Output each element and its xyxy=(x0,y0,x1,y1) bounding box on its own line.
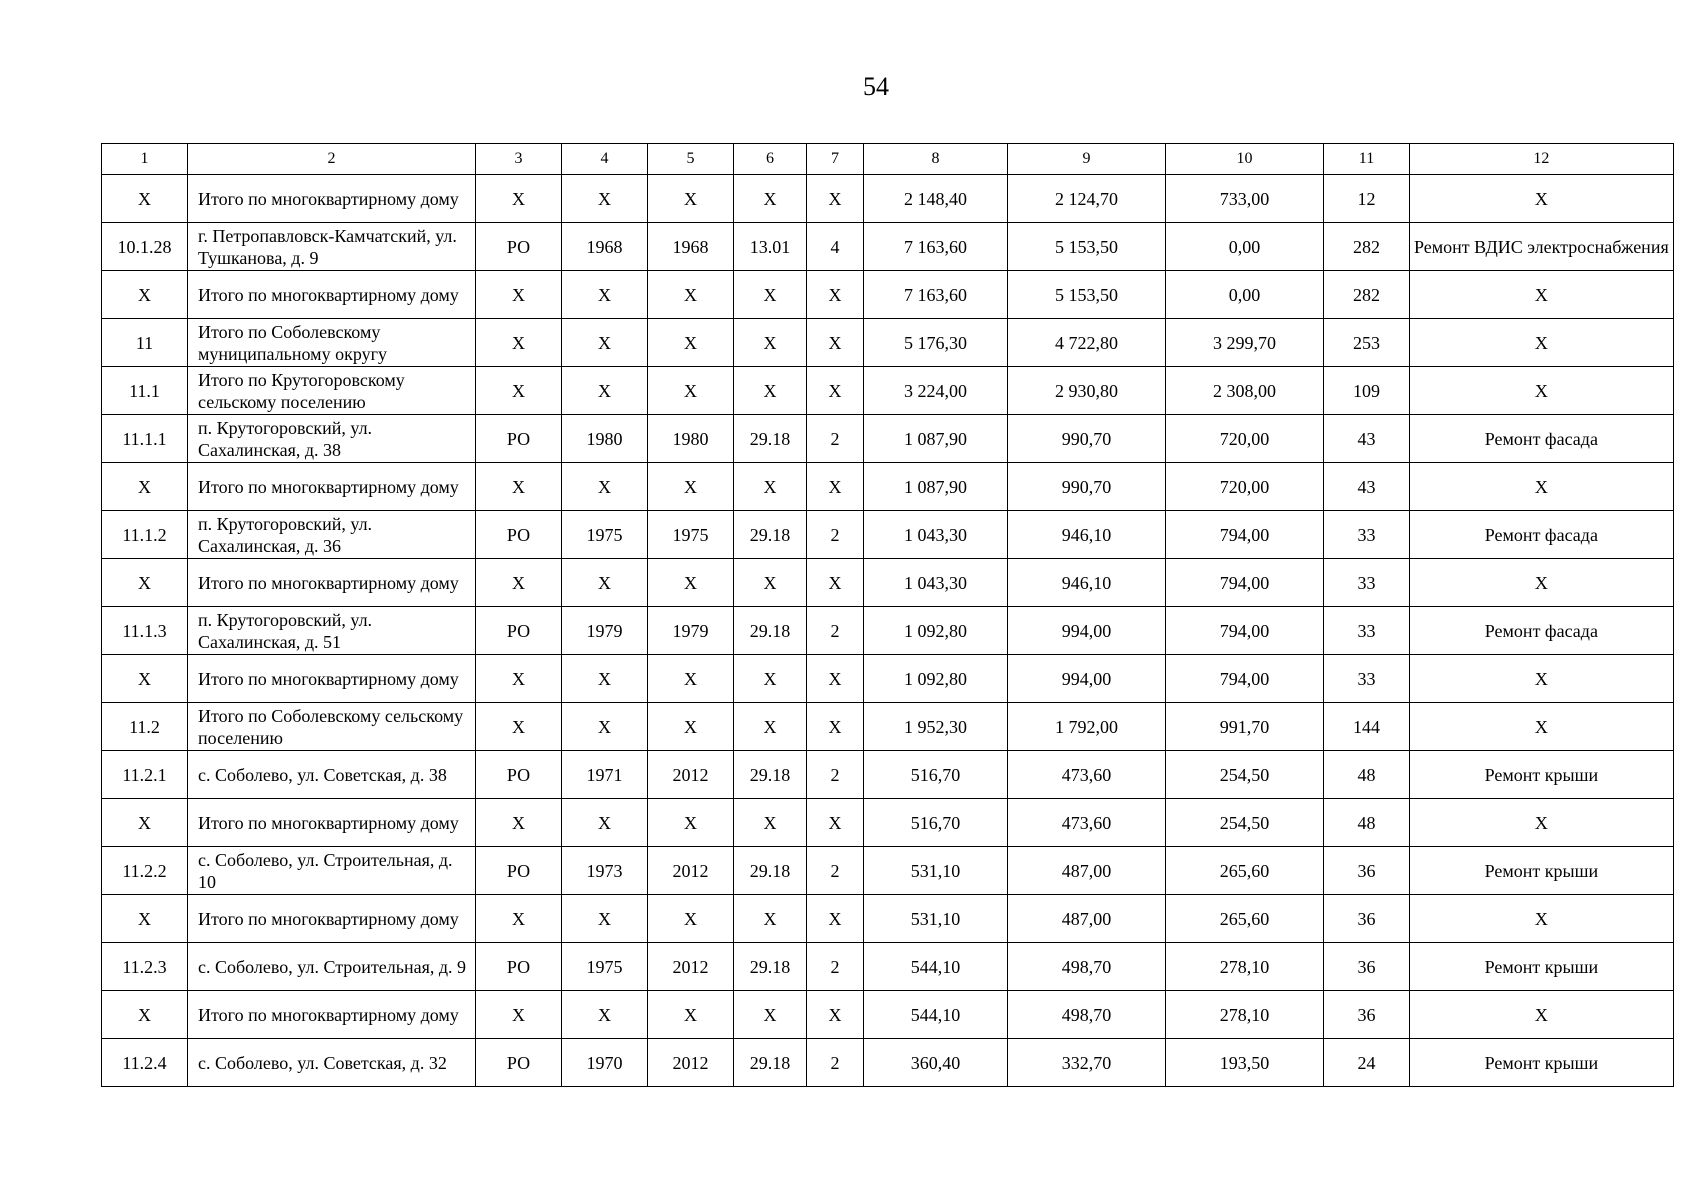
floors-cell: X xyxy=(807,991,864,1039)
management-cell: X xyxy=(476,655,562,703)
floors-cell: 4 xyxy=(807,223,864,271)
year-commissioned-cell: 2012 xyxy=(648,1039,734,1087)
year-built-cell: X xyxy=(562,367,648,415)
column-header-8: 8 xyxy=(864,144,1008,175)
residential-area-cell: 1 792,00 xyxy=(1008,703,1166,751)
page-number: 54 xyxy=(863,72,889,101)
total-area-cell: 1 952,30 xyxy=(864,703,1008,751)
year-commissioned-cell: 1980 xyxy=(648,415,734,463)
total-area-cell: 531,10 xyxy=(864,847,1008,895)
row-id-cell: X xyxy=(102,559,188,607)
management-cell: РО xyxy=(476,223,562,271)
nonresidential-area-cell: 278,10 xyxy=(1166,991,1324,1039)
code-cell: 29.18 xyxy=(734,943,807,991)
work-type-cell: Ремонт ВДИС электроснабжения xyxy=(1410,223,1674,271)
work-type-cell: Ремонт фасада xyxy=(1410,607,1674,655)
residential-area-cell: 473,60 xyxy=(1008,799,1166,847)
management-cell: X xyxy=(476,367,562,415)
residents-cell: 33 xyxy=(1324,607,1410,655)
code-cell: 29.18 xyxy=(734,511,807,559)
column-header-3: 3 xyxy=(476,144,562,175)
repair-program-table xyxy=(101,143,1674,1087)
work-type-cell: X xyxy=(1410,655,1674,703)
floors-cell: X xyxy=(807,367,864,415)
year-commissioned-cell: 2012 xyxy=(648,751,734,799)
column-header-4: 4 xyxy=(562,144,648,175)
year-commissioned-cell: X xyxy=(648,895,734,943)
year-built-cell: 1975 xyxy=(562,943,648,991)
management-cell: X xyxy=(476,799,562,847)
column-header-9: 9 xyxy=(1008,144,1166,175)
row-id-cell: 11.1.2 xyxy=(102,511,188,559)
residents-cell: 36 xyxy=(1324,895,1410,943)
year-commissioned-cell: X xyxy=(648,991,734,1039)
management-cell: X xyxy=(476,271,562,319)
residential-area-cell: 487,00 xyxy=(1008,895,1166,943)
floors-cell: X xyxy=(807,799,864,847)
work-type-cell: Ремонт крыши xyxy=(1410,847,1674,895)
year-commissioned-cell: X xyxy=(648,799,734,847)
row-id-cell: X xyxy=(102,271,188,319)
nonresidential-area-cell: 254,50 xyxy=(1166,799,1324,847)
code-cell: X xyxy=(734,271,807,319)
residential-area-cell: 994,00 xyxy=(1008,607,1166,655)
total-area-cell: 531,10 xyxy=(864,895,1008,943)
table-row xyxy=(102,703,1674,751)
work-type-cell: X xyxy=(1410,703,1674,751)
code-cell: X xyxy=(734,655,807,703)
work-type-cell: X xyxy=(1410,991,1674,1039)
residents-cell: 33 xyxy=(1324,655,1410,703)
management-cell: X xyxy=(476,895,562,943)
residential-area-cell: 990,70 xyxy=(1008,463,1166,511)
nonresidential-area-cell: 3 299,70 xyxy=(1166,319,1324,367)
floors-cell: X xyxy=(807,559,864,607)
table-row xyxy=(102,175,1674,223)
table-row xyxy=(102,751,1674,799)
address-cell: Итого по многоквартирному дому xyxy=(188,559,476,607)
row-id-cell: 11.2.2 xyxy=(102,847,188,895)
management-cell: X xyxy=(476,703,562,751)
nonresidential-area-cell: 265,60 xyxy=(1166,895,1324,943)
year-built-cell: X xyxy=(562,319,648,367)
residential-area-cell: 5 153,50 xyxy=(1008,223,1166,271)
nonresidential-area-cell: 720,00 xyxy=(1166,415,1324,463)
code-cell: 29.18 xyxy=(734,847,807,895)
residential-area-cell: 473,60 xyxy=(1008,751,1166,799)
management-cell: X xyxy=(476,175,562,223)
work-type-cell: X xyxy=(1410,895,1674,943)
code-cell: X xyxy=(734,799,807,847)
residential-area-cell: 2 930,80 xyxy=(1008,367,1166,415)
address-cell: с. Соболево, ул. Строительная, д. 9 xyxy=(188,943,476,991)
total-area-cell: 544,10 xyxy=(864,943,1008,991)
management-cell: РО xyxy=(476,847,562,895)
residential-area-cell: 332,70 xyxy=(1008,1039,1166,1087)
address-cell: Итого по многоквартирному дому xyxy=(188,655,476,703)
residents-cell: 36 xyxy=(1324,847,1410,895)
table-row xyxy=(102,559,1674,607)
nonresidential-area-cell: 2 308,00 xyxy=(1166,367,1324,415)
row-id-cell: 11.2 xyxy=(102,703,188,751)
nonresidential-area-cell: 794,00 xyxy=(1166,607,1324,655)
residents-cell: 253 xyxy=(1324,319,1410,367)
code-cell: X xyxy=(734,559,807,607)
floors-cell: 2 xyxy=(807,943,864,991)
work-type-cell: X xyxy=(1410,319,1674,367)
year-commissioned-cell: 2012 xyxy=(648,943,734,991)
total-area-cell: 1 092,80 xyxy=(864,607,1008,655)
table-row xyxy=(102,415,1674,463)
column-header-5: 5 xyxy=(648,144,734,175)
table-row xyxy=(102,799,1674,847)
year-built-cell: 1980 xyxy=(562,415,648,463)
year-built-cell: X xyxy=(562,175,648,223)
total-area-cell: 7 163,60 xyxy=(864,223,1008,271)
row-id-cell: X xyxy=(102,895,188,943)
nonresidential-area-cell: 794,00 xyxy=(1166,559,1324,607)
code-cell: X xyxy=(734,703,807,751)
work-type-cell: X xyxy=(1410,271,1674,319)
management-cell: РО xyxy=(476,751,562,799)
floors-cell: 2 xyxy=(807,1039,864,1087)
year-commissioned-cell: X xyxy=(648,655,734,703)
residents-cell: 36 xyxy=(1324,991,1410,1039)
column-header-6: 6 xyxy=(734,144,807,175)
residential-area-cell: 4 722,80 xyxy=(1008,319,1166,367)
total-area-cell: 1 087,90 xyxy=(864,415,1008,463)
row-id-cell: X xyxy=(102,655,188,703)
floors-cell: X xyxy=(807,895,864,943)
residential-area-cell: 946,10 xyxy=(1008,559,1166,607)
work-type-cell: Ремонт крыши xyxy=(1410,1039,1674,1087)
column-header-10: 10 xyxy=(1166,144,1324,175)
management-cell: X xyxy=(476,559,562,607)
year-built-cell: 1979 xyxy=(562,607,648,655)
year-built-cell: X xyxy=(562,991,648,1039)
year-built-cell: X xyxy=(562,703,648,751)
total-area-cell: 1 043,30 xyxy=(864,559,1008,607)
residential-area-cell: 498,70 xyxy=(1008,943,1166,991)
row-id-cell: 11 xyxy=(102,319,188,367)
address-cell: п. Крутогоровский, ул. Сахалинская, д. 38 xyxy=(188,415,476,463)
work-type-cell: Ремонт крыши xyxy=(1410,751,1674,799)
year-commissioned-cell: 1975 xyxy=(648,511,734,559)
residential-area-cell: 990,70 xyxy=(1008,415,1166,463)
year-built-cell: 1968 xyxy=(562,223,648,271)
address-cell: г. Петропавловск-Камчатский, ул. Тушканова, д. 9 xyxy=(188,223,476,271)
row-id-cell: X xyxy=(102,799,188,847)
nonresidential-area-cell: 720,00 xyxy=(1166,463,1324,511)
row-id-cell: 10.1.28 xyxy=(102,223,188,271)
year-built-cell: X xyxy=(562,895,648,943)
table-row xyxy=(102,847,1674,895)
residents-cell: 48 xyxy=(1324,751,1410,799)
total-area-cell: 7 163,60 xyxy=(864,271,1008,319)
address-cell: Итого по Соболевскому муниципальному округу xyxy=(188,319,476,367)
code-cell: X xyxy=(734,175,807,223)
residential-area-cell: 2 124,70 xyxy=(1008,175,1166,223)
management-cell: РО xyxy=(476,943,562,991)
address-cell: Итого по многоквартирному дому xyxy=(188,463,476,511)
table-row xyxy=(102,271,1674,319)
table-row xyxy=(102,511,1674,559)
year-commissioned-cell: 1968 xyxy=(648,223,734,271)
total-area-cell: 516,70 xyxy=(864,799,1008,847)
residents-cell: 48 xyxy=(1324,799,1410,847)
residents-cell: 33 xyxy=(1324,559,1410,607)
residential-area-cell: 5 153,50 xyxy=(1008,271,1166,319)
column-header-7: 7 xyxy=(807,144,864,175)
year-commissioned-cell: X xyxy=(648,271,734,319)
code-cell: 29.18 xyxy=(734,415,807,463)
address-cell: с. Соболево, ул. Строительная, д. 10 xyxy=(188,847,476,895)
work-type-cell: X xyxy=(1410,799,1674,847)
floors-cell: X xyxy=(807,655,864,703)
residents-cell: 12 xyxy=(1324,175,1410,223)
year-built-cell: 1975 xyxy=(562,511,648,559)
code-cell: X xyxy=(734,319,807,367)
row-id-cell: X xyxy=(102,991,188,1039)
nonresidential-area-cell: 193,50 xyxy=(1166,1039,1324,1087)
total-area-cell: 1 043,30 xyxy=(864,511,1008,559)
residents-cell: 282 xyxy=(1324,223,1410,271)
row-id-cell: 11.1.3 xyxy=(102,607,188,655)
row-id-cell: 11.2.4 xyxy=(102,1039,188,1087)
nonresidential-area-cell: 254,50 xyxy=(1166,751,1324,799)
address-cell: Итого по Соболевскому сельскому поселению xyxy=(188,703,476,751)
year-built-cell: X xyxy=(562,655,648,703)
year-commissioned-cell: X xyxy=(648,175,734,223)
residents-cell: 144 xyxy=(1324,703,1410,751)
table-row xyxy=(102,943,1674,991)
table-row xyxy=(102,367,1674,415)
management-cell: РО xyxy=(476,511,562,559)
table-row xyxy=(102,607,1674,655)
address-cell: Итого по Крутогоровскому сельскому поселению xyxy=(188,367,476,415)
residents-cell: 24 xyxy=(1324,1039,1410,1087)
year-built-cell: X xyxy=(562,799,648,847)
work-type-cell: X xyxy=(1410,463,1674,511)
code-cell: X xyxy=(734,991,807,1039)
floors-cell: 2 xyxy=(807,607,864,655)
work-type-cell: Ремонт крыши xyxy=(1410,943,1674,991)
address-cell: п. Крутогоровский, ул. Сахалинская, д. 36 xyxy=(188,511,476,559)
management-cell: X xyxy=(476,991,562,1039)
code-cell: 29.18 xyxy=(734,607,807,655)
code-cell: 29.18 xyxy=(734,1039,807,1087)
code-cell: X xyxy=(734,367,807,415)
year-built-cell: 1973 xyxy=(562,847,648,895)
year-commissioned-cell: X xyxy=(648,703,734,751)
nonresidential-area-cell: 0,00 xyxy=(1166,223,1324,271)
nonresidential-area-cell: 0,00 xyxy=(1166,271,1324,319)
nonresidential-area-cell: 278,10 xyxy=(1166,943,1324,991)
address-cell: Итого по многоквартирному дому xyxy=(188,991,476,1039)
column-header-2: 2 xyxy=(188,144,476,175)
residents-cell: 33 xyxy=(1324,511,1410,559)
residents-cell: 43 xyxy=(1324,463,1410,511)
address-cell: Итого по многоквартирному дому xyxy=(188,175,476,223)
row-id-cell: 11.2.3 xyxy=(102,943,188,991)
code-cell: X xyxy=(734,463,807,511)
residents-cell: 282 xyxy=(1324,271,1410,319)
column-number-row xyxy=(102,144,1674,175)
residential-area-cell: 994,00 xyxy=(1008,655,1166,703)
year-built-cell: 1970 xyxy=(562,1039,648,1087)
residential-area-cell: 946,10 xyxy=(1008,511,1166,559)
nonresidential-area-cell: 991,70 xyxy=(1166,703,1324,751)
year-built-cell: X xyxy=(562,463,648,511)
residents-cell: 36 xyxy=(1324,943,1410,991)
nonresidential-area-cell: 794,00 xyxy=(1166,655,1324,703)
year-commissioned-cell: X xyxy=(648,463,734,511)
column-header-12: 12 xyxy=(1410,144,1674,175)
management-cell: РО xyxy=(476,1039,562,1087)
work-type-cell: X xyxy=(1410,367,1674,415)
residential-area-cell: 487,00 xyxy=(1008,847,1166,895)
floors-cell: X xyxy=(807,703,864,751)
year-commissioned-cell: X xyxy=(648,367,734,415)
column-header-1: 1 xyxy=(102,144,188,175)
year-commissioned-cell: 2012 xyxy=(648,847,734,895)
address-cell: с. Соболево, ул. Советская, д. 32 xyxy=(188,1039,476,1087)
address-cell: Итого по многоквартирному дому xyxy=(188,799,476,847)
work-type-cell: X xyxy=(1410,175,1674,223)
total-area-cell: 544,10 xyxy=(864,991,1008,1039)
floors-cell: 2 xyxy=(807,751,864,799)
total-area-cell: 1 092,80 xyxy=(864,655,1008,703)
floors-cell: X xyxy=(807,319,864,367)
address-cell: п. Крутогоровский, ул. Сахалинская, д. 51 xyxy=(188,607,476,655)
code-cell: 13.01 xyxy=(734,223,807,271)
total-area-cell: 516,70 xyxy=(864,751,1008,799)
code-cell: X xyxy=(734,895,807,943)
address-cell: Итого по многоквартирному дому xyxy=(188,271,476,319)
row-id-cell: X xyxy=(102,463,188,511)
year-built-cell: X xyxy=(562,271,648,319)
row-id-cell: 11.2.1 xyxy=(102,751,188,799)
table-row xyxy=(102,895,1674,943)
table-body xyxy=(102,175,1674,1087)
floors-cell: 2 xyxy=(807,847,864,895)
row-id-cell: 11.1 xyxy=(102,367,188,415)
floors-cell: X xyxy=(807,175,864,223)
year-built-cell: X xyxy=(562,559,648,607)
year-commissioned-cell: X xyxy=(648,319,734,367)
floors-cell: 2 xyxy=(807,511,864,559)
code-cell: 29.18 xyxy=(734,751,807,799)
table-row xyxy=(102,223,1674,271)
total-area-cell: 3 224,00 xyxy=(864,367,1008,415)
address-cell: Итого по многоквартирному дому xyxy=(188,895,476,943)
total-area-cell: 360,40 xyxy=(864,1039,1008,1087)
table-row xyxy=(102,319,1674,367)
total-area-cell: 2 148,40 xyxy=(864,175,1008,223)
management-cell: РО xyxy=(476,415,562,463)
year-commissioned-cell: 1979 xyxy=(648,607,734,655)
table-row xyxy=(102,655,1674,703)
floors-cell: X xyxy=(807,463,864,511)
table-row xyxy=(102,463,1674,511)
nonresidential-area-cell: 794,00 xyxy=(1166,511,1324,559)
floors-cell: 2 xyxy=(807,415,864,463)
management-cell: РО xyxy=(476,607,562,655)
nonresidential-area-cell: 265,60 xyxy=(1166,847,1324,895)
year-commissioned-cell: X xyxy=(648,559,734,607)
address-cell: с. Соболево, ул. Советская, д. 38 xyxy=(188,751,476,799)
work-type-cell: X xyxy=(1410,559,1674,607)
work-type-cell: Ремонт фасада xyxy=(1410,511,1674,559)
management-cell: X xyxy=(476,319,562,367)
nonresidential-area-cell: 733,00 xyxy=(1166,175,1324,223)
work-type-cell: Ремонт фасада xyxy=(1410,415,1674,463)
row-id-cell: 11.1.1 xyxy=(102,415,188,463)
residential-area-cell: 498,70 xyxy=(1008,991,1166,1039)
row-id-cell: X xyxy=(102,175,188,223)
residents-cell: 109 xyxy=(1324,367,1410,415)
table-row xyxy=(102,991,1674,1039)
management-cell: X xyxy=(476,463,562,511)
column-header-11: 11 xyxy=(1324,144,1410,175)
residents-cell: 43 xyxy=(1324,415,1410,463)
total-area-cell: 5 176,30 xyxy=(864,319,1008,367)
table-row xyxy=(102,1039,1674,1087)
year-built-cell: 1971 xyxy=(562,751,648,799)
floors-cell: X xyxy=(807,271,864,319)
total-area-cell: 1 087,90 xyxy=(864,463,1008,511)
